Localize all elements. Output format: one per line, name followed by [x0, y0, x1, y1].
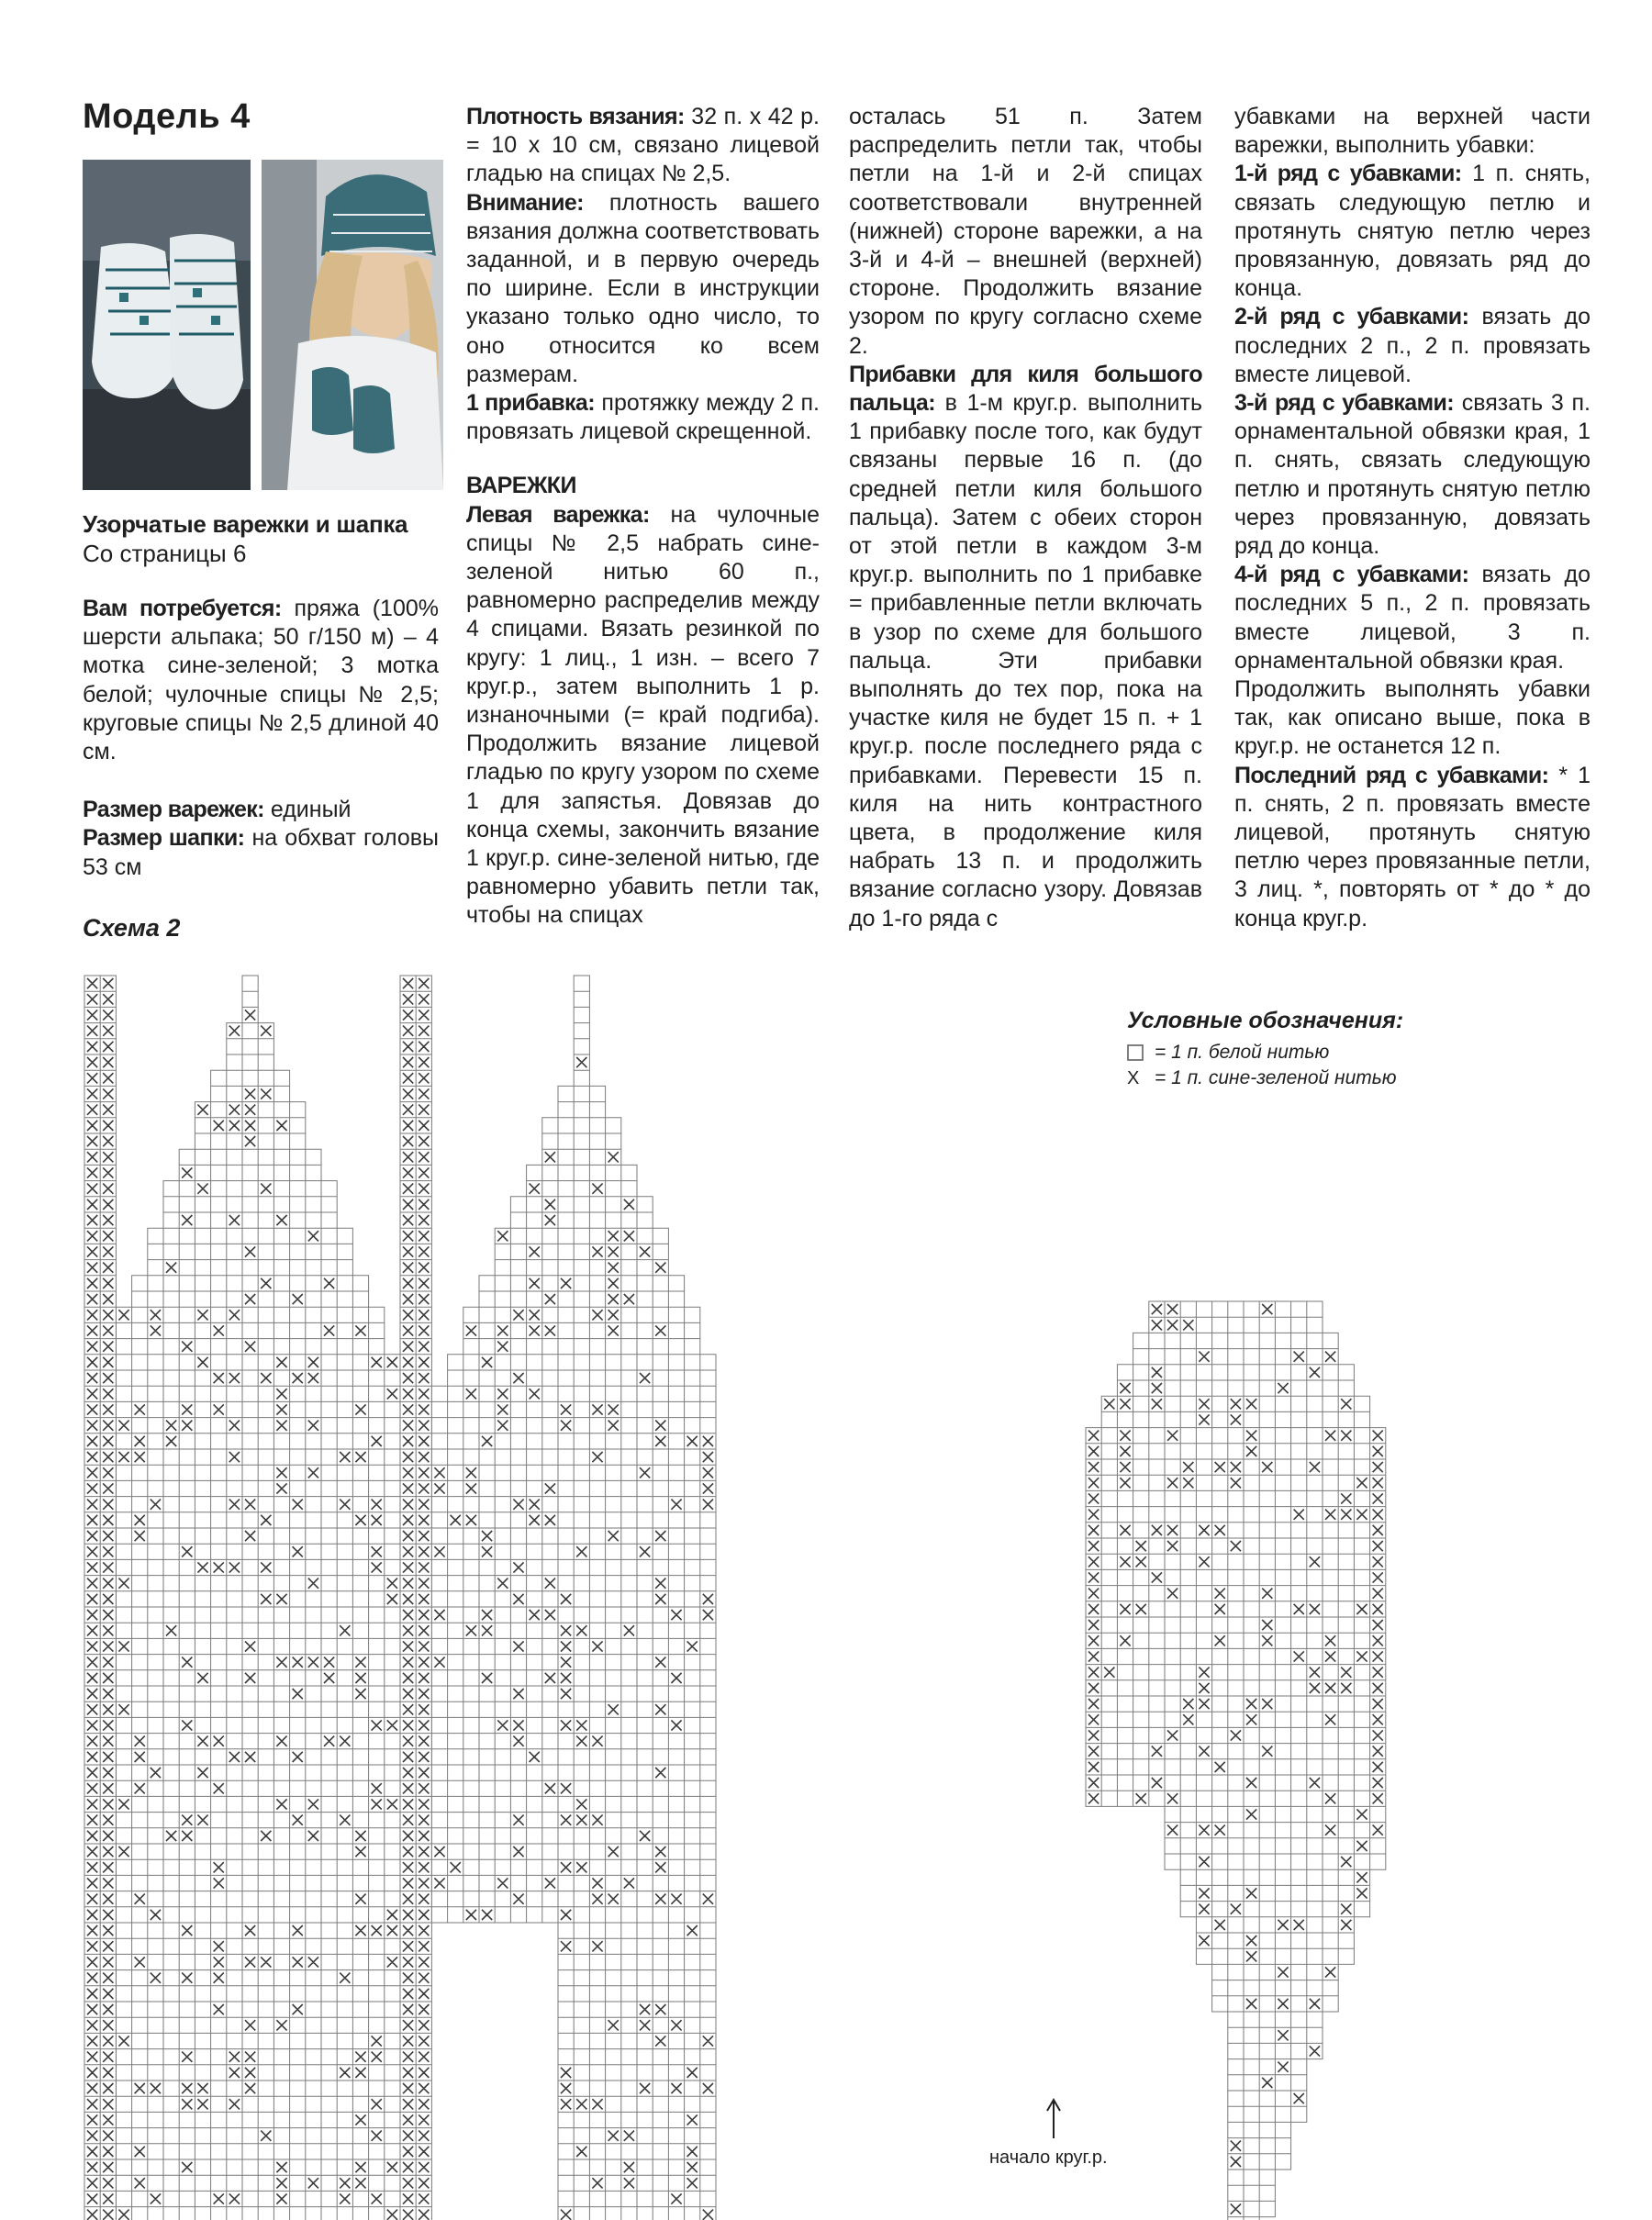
dec-row1-label: 1-й ряд с убавками:: [1234, 161, 1462, 187]
needs-text: пряжа (100% шерсти альпака; 50 г/150 м) – 4 мотка сине-зеленой; 3 мотка белой; чулочные спицы № 2,5; круговые спицы № 2,5 длиной 40 см.: [83, 596, 439, 765]
chart-left-edge-grid: [84, 976, 116, 2220]
legend-title: Условные обозначения:: [1127, 1008, 1404, 1033]
increase-label: 1 прибавка:: [466, 390, 595, 417]
gauge-text: 32 п. х 42 р. = 10 х 10 см, связано лицевой гладью на спицах № 2,5.: [466, 104, 820, 187]
mittens-heading: ВАРЕЖКИ: [466, 473, 576, 499]
col4-intro: убавками на верхней части варежки, выполнить убавки:: [1234, 104, 1591, 159]
size-mittens-label: Размер варежек:: [83, 797, 264, 823]
increase-text: протяжку между 2 п. провязать лицевой скрещенной.: [466, 390, 820, 445]
chart-thumb: [1086, 1301, 1386, 2220]
cross-icon: X: [1127, 1067, 1140, 1088]
needs-label: Вам потребуется:: [83, 596, 282, 621]
chart-pillar-grid: [400, 976, 431, 2220]
size-hat-label: Размер шапки:: [83, 825, 245, 852]
size-mittens-text: единый: [263, 797, 352, 823]
round-start-label: начало круг.р.: [989, 2147, 1108, 2168]
continue-text: Продолжить выполнять убавки так, как описано выше, пока в круг.р. не останется 12 п.: [1234, 676, 1591, 760]
legend-x-text: = 1 п. сине-зеленой нитью: [1155, 1067, 1397, 1088]
last-row-label: Последний ряд с убавками:: [1234, 762, 1549, 788]
round-start-arrow: [1047, 2100, 1060, 2138]
dec-row1-text: 1 п. снять, связать следующую петлю и протянуть снятую петлю через провязанную, довязать ряд до конца.: [1234, 161, 1591, 302]
chart-right-hand: [431, 976, 716, 2220]
legend-white-text: = 1 п. белой нитью: [1155, 1042, 1330, 1063]
left-mitten-label: Левая варежка:: [466, 501, 650, 528]
dec-row4-text: вязать до последних 5 п., 2 п. провязать вместе лицевой, 3 п. орнаментальной обвязки края.: [1234, 562, 1591, 674]
left-mitten-text: на чулочные спицы № 2,5 набрать сине-зеленой нитью 60 п., равномерно распределив между 4 спицами. Вязать резинкой по кругу: 1 лиц., 1 изн. – всего 7 круг.р., затем выполнить 1 р. изнаночными (= край подгиба). Продолжить вязание лицевой гладью по кругу узором по схеме 1 для запястья. Довязав до конца схемы, закончить вязание 1 круг.р. сине-зеленой нитью, где равномерно убавить петли так, чтобы на спицах: [466, 501, 820, 929]
dec-row3-text: связать 3 п. орнаментальной обвязки края, 1 п. снять, связать следующую петлю и протянуть снятую петлю через провязанную, довязать ряд до конца.: [1234, 390, 1591, 560]
gauge-label: Плотность вязания:: [466, 104, 685, 129]
attention-text: плотность вашего вязания должна соответствовать заданной, и в первую очередь по ширине. Если в инструкции указано только одно число, то оно относится ко всем размерам.: [466, 189, 820, 387]
dec-row2-text: вязать до последних 2 п., 2 п. провязать вместе лицевой.: [1234, 304, 1591, 387]
chart-thumb-grid: [1086, 1301, 1386, 2220]
col3-text: осталась 51 п. Затем распределить петли так, чтобы петли на 1-й и 2-й спицах соответствовали внутренней (нижней) стороне варежки, а на 3-й и 4-й – внешней (верхней) стороне. Продолжить вязание узором по кругу согласно схеме 2.: [849, 104, 1202, 359]
chart-pillar: [400, 976, 431, 2220]
caption-title: Узорчатые варежки и шапка: [83, 510, 408, 538]
thumb-label: Прибавки для киля большого пальца:: [849, 361, 1202, 417]
page-title: Модель 4: [83, 97, 251, 136]
thumb-text: в 1-м круг.р. выполнить 1 прибавку после того, как будут связаны первые 16 п. (до средней петли киля большого пальца). Затем с обеих сторон от этой петли в каждом 3-м круг.р. выполнить по 1 прибавке = прибавленные петли включать в узор по схеме для большого пальца. Эти прибавки выполнять до тех пор, пока на участке киля не будет 15 п. + 1 круг.р. после последнего ряда с прибавками. Перевести 15 п. киля на нить контрастного цвета, в продолжение киля набрать 13 п. и продолжить вязание согласно узору. Довязав до 1-го ряда с: [849, 390, 1202, 932]
dec-row3-label: 3-й ряд с убавками:: [1234, 390, 1454, 417]
chart-left-hand: [84, 976, 416, 2220]
attention-label: Внимание:: [466, 189, 584, 216]
dec-row4-label: 4-й ряд с убавками:: [1234, 562, 1469, 588]
dec-row2-label: 2-й ряд с убавками:: [1234, 304, 1469, 330]
schema-title: Схема 2: [83, 914, 181, 942]
chart-left-hand-grid: [84, 976, 416, 2220]
last-row-text: * 1 п. снять, 2 п. провязать вместе лицевой, протянуть снятую петлю через провязанные петли, 3 лиц. *, повторять от * до * до конца круг.р.: [1234, 762, 1591, 932]
chart-right-hand-grid: [431, 976, 716, 2220]
caption-source: Со страницы 6: [83, 540, 247, 567]
chart-left-edge: [84, 976, 116, 2220]
size-hat-text: на обхват головы 53 см: [83, 825, 439, 880]
